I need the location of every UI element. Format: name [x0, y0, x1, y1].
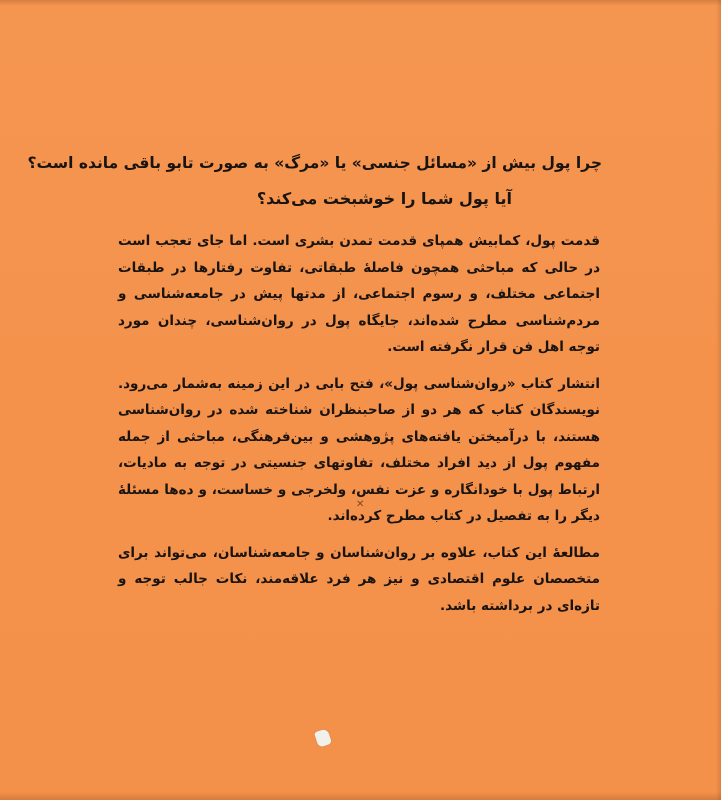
blurb-paragraph-history: قدمت پول، کمابیش همپای قدمت تمدن بشری است. اما جای تعجب است در حالی که مباحثی همچون فاصلهٔ طبقاتی، تفاوت رفتارها در طبقات اجتماعی مختلف، و رسوم اجتماعی، از مدتها پیش در جامعه‌شناسی و مردم‌شناسی مطرح شده‌اند، جایگاه پول در روان‌شناسی، چندان مورد توجه اهل فن قرار نگرفته است.: [118, 233, 600, 355]
blurb-paragraph-audience: مطالعهٔ این کتاب، علاوه بر روان‌شناسان و جامعه‌شناسان، می‌تواند برای متخصصان علوم اقتصادی و نیز هر فرد علاقه‌مند، نکات جالب توجه و تازه‌ای در برداشته باشد.: [118, 544, 600, 614]
top-edge-shadow: [0, 0, 721, 6]
bottom-edge-shadow: [0, 792, 721, 800]
print-speck-mark: ✕: [356, 499, 365, 510]
headline-question-happiness: آیا پول شما را خوشبخت می‌کند؟: [256, 189, 512, 208]
blurb-text-block: [27, 152, 602, 629]
blurb-paragraph-book: انتشار کتاب «روان‌شناسی پول»، فتح بابی در این زمینه به‌شمار می‌رود. نویسندگان کتاب که هر دو از صاحبنظران شناخته شده در روان‌شناسی هستند، با درآمیختن یافته‌های پژوهشی و بین‌فرهنگی، مباحثی از جمله مفهوم پول از دید افراد مختلف، تفاوتهای جنسیتی در توجه به مادیات، ارتباط پول با خودانگاره و عزت نفس، ولخرجی و خساست، و ده‌ها مسئلهٔ دیگر را به تفصیل در کتاب مطرح کرده‌اند.: [118, 375, 600, 524]
right-edge-shadow: [716, 0, 721, 800]
headline-question-taboo: چرا پول بیش از «مسائل جنسی» یا «مرگ» به صورت تابو باقی مانده است؟: [27, 154, 602, 172]
